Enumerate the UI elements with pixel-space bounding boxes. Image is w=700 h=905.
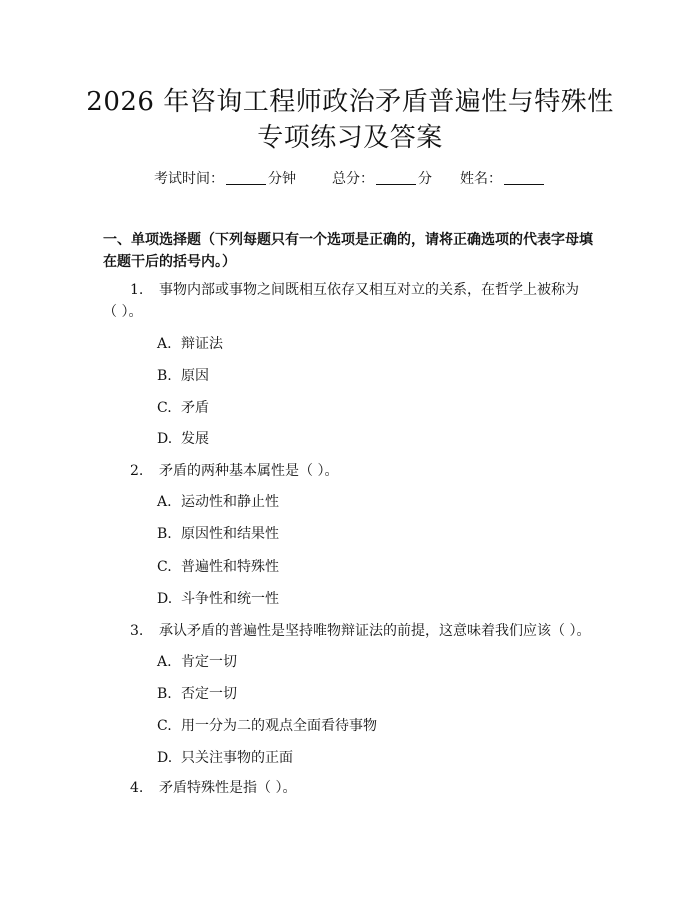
question-1-option-d[interactable]	[157, 429, 209, 449]
exam-time-unit: 分钟	[268, 171, 296, 187]
option-letter: B.	[157, 368, 172, 384]
question-number: 2.	[130, 463, 144, 479]
option-text: 普遍性和特殊性	[181, 559, 279, 575]
question-1-option-c[interactable]	[157, 398, 209, 418]
question-2-option-d[interactable]	[157, 589, 279, 609]
option-text: 原因	[181, 368, 209, 384]
page-title-line1: 2026 年咨询工程师政治矛盾普遍性与特殊性	[86, 87, 614, 117]
option-letter: D.	[157, 750, 173, 766]
exam-meta-row	[0, 168, 700, 189]
question-stem: 矛盾特殊性是指（ ）。	[159, 780, 297, 796]
question-2-option-a[interactable]	[157, 492, 279, 512]
option-letter: B.	[157, 526, 172, 542]
question-3-option-a[interactable]	[157, 652, 237, 672]
option-letter: C.	[157, 400, 172, 416]
exam-time-field	[154, 168, 296, 189]
option-text: 斗争性和统一性	[181, 591, 279, 607]
question-3-option-b[interactable]	[157, 684, 237, 704]
option-text: 原因性和结果性	[181, 526, 279, 542]
student-name-field	[460, 168, 546, 189]
question-1-option-b[interactable]	[157, 366, 209, 386]
question-stem: 承认矛盾的普遍性是坚持唯物辩证法的前提，这意味着我们应该（ ）。	[159, 623, 591, 639]
option-text: 用一分为二的观点全面看待事物	[181, 718, 377, 734]
option-letter: C.	[157, 559, 172, 575]
total-score-unit: 分	[418, 171, 432, 187]
option-letter: C.	[157, 718, 172, 734]
student-name-label: 姓名：	[460, 171, 502, 187]
option-text: 发展	[181, 431, 209, 447]
option-text: 矛盾	[181, 400, 209, 416]
total-score-field	[332, 168, 432, 189]
student-name-blank	[504, 170, 544, 185]
question-3-option-d[interactable]	[157, 748, 293, 768]
option-letter: A.	[157, 494, 172, 510]
section-heading-line1: 一、单项选择题（下列每题只有一个选项是正确的，请将正确选项的代表字母填	[103, 232, 593, 248]
option-letter: A.	[157, 654, 172, 670]
section-heading-line2: 在题干后的括号内。）	[103, 254, 236, 270]
question-2-option-c[interactable]	[157, 557, 279, 577]
question-number: 4.	[130, 780, 144, 796]
total-score-label: 总分：	[332, 171, 374, 187]
option-text: 否定一切	[181, 686, 237, 702]
question-2-option-b[interactable]	[157, 524, 279, 544]
exam-time-label: 考试时间：	[154, 171, 224, 187]
option-letter: D.	[157, 591, 173, 607]
option-letter: A.	[157, 336, 172, 352]
exam-time-blank	[226, 170, 266, 185]
question-stem: 矛盾的两种基本属性是（ ）。	[159, 463, 339, 479]
option-text: 运动性和静止性	[181, 494, 279, 510]
option-text: 肯定一切	[181, 654, 237, 670]
question-1-option-a[interactable]	[157, 334, 223, 354]
page-title-line2: 专项练习及答案	[257, 123, 443, 153]
option-text: 辩证法	[181, 336, 223, 352]
total-score-blank	[376, 170, 416, 185]
question-number: 3.	[130, 623, 144, 639]
option-letter: B.	[157, 686, 172, 702]
question-3-option-c[interactable]	[157, 716, 377, 736]
question-1-stem-continued: （ ）。	[103, 304, 143, 320]
question-stem: 事物内部或事物之间既相互依存又相互对立的关系，在哲学上被称为	[159, 282, 579, 298]
option-text: 只关注事物的正面	[181, 750, 293, 766]
option-letter: D.	[157, 431, 173, 447]
question-number: 1.	[130, 282, 144, 298]
